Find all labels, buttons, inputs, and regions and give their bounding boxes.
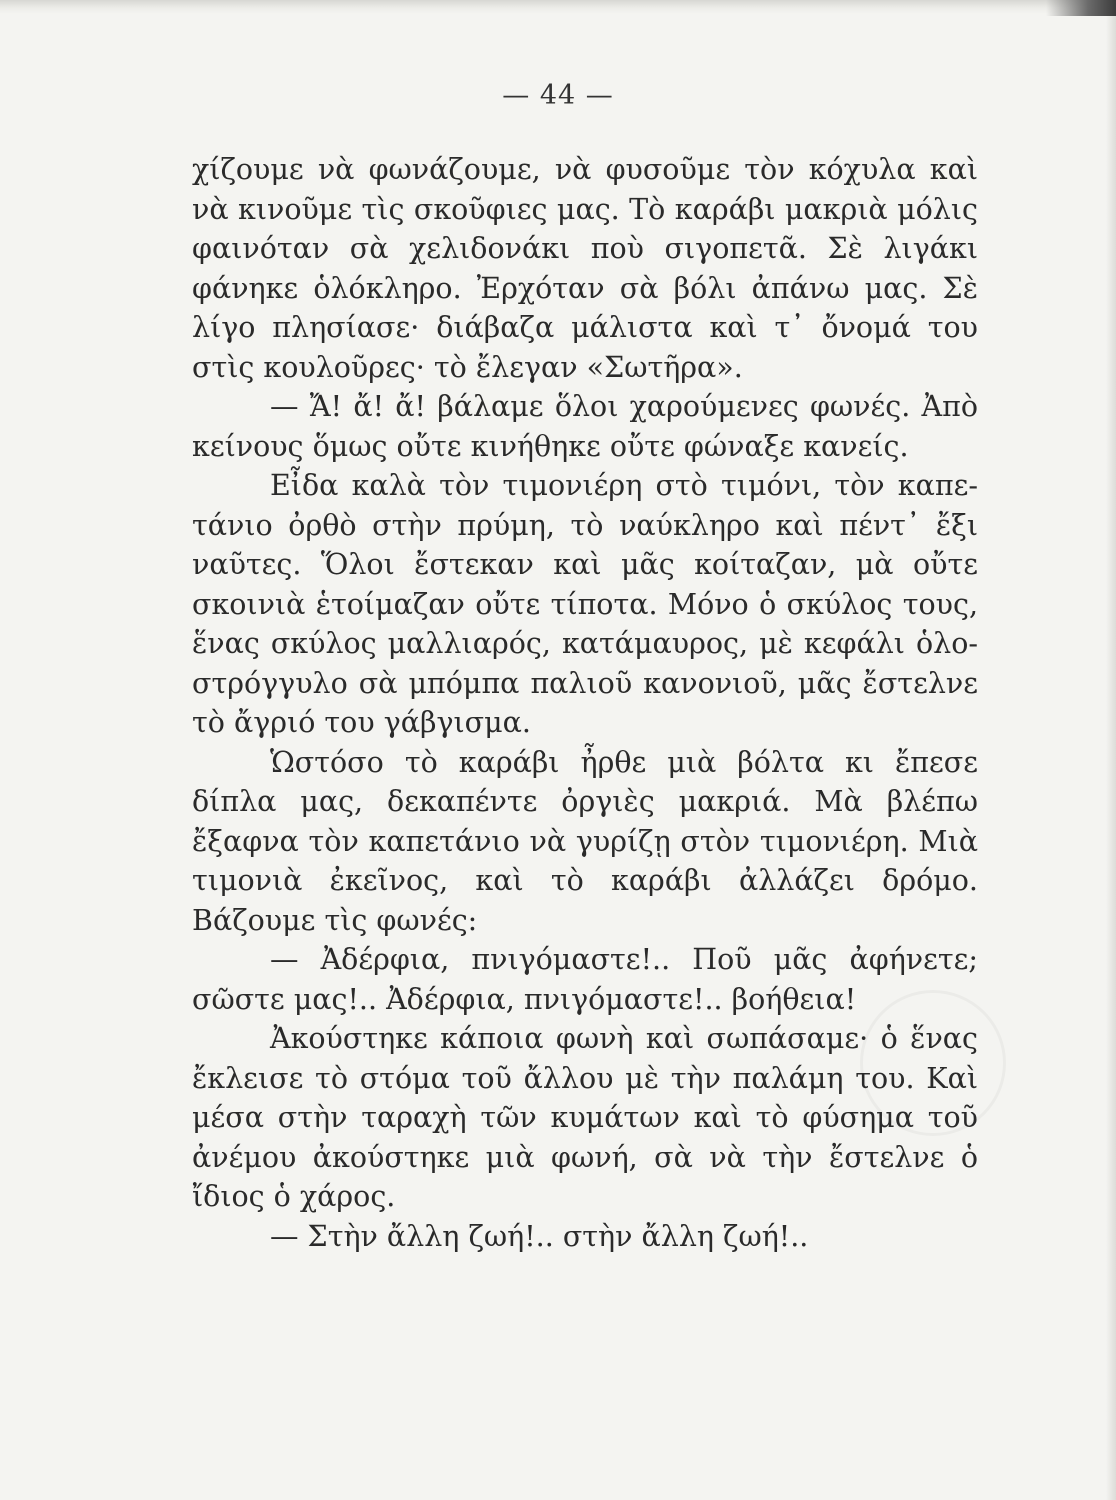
scan-corner-shadow [1046, 0, 1116, 16]
paragraph-7: — Στὴν ἄλλη ζωή!.. στὴν ἄλλη ζωή!.. [270, 1219, 809, 1253]
paragraph-1: χίζουμε νὰ φωνάζουμε, νὰ φυσοῦμε τὸν κόχυλα καὶ νὰ κινοῦμε τὶς σκοῦφιες μας. Τὸ καράβι μακριὰ μόλις φαινόταν σὰ χελιδονάκι ποὺ σιγοπετᾶ. Σὲ λιγάκι φάνηκε ὁλόκληρο. Ἐρχόταν σὰ βόλι ἀπάνω μας. Σὲ λίγο πλησίασε· διάβαζα μάλιστα καὶ τ᾽ ὄνομά του στὶς κουλοῦρες· τὸ ἔλεγαν «Σωτῆρα». [192, 153, 978, 384]
paragraph-2: — Ἄ! ἄ! ἄ! βάλαμε ὅλοι χαρούμενες φωνές. Ἀπὸ κείνους ὅμως οὔτε κινήθηκε οὔτε φώναξε κανείς. [192, 390, 978, 463]
page-number: — 44 — [502, 80, 614, 111]
paragraph-5: — Ἀδέρφια, πνιγόμαστε!.. Ποῦ μᾶς ἀφήνετε; σῶστε μας!.. Ἀδέρφια, πνιγόμαστε!.. βοήθεια! [192, 943, 978, 1016]
body-text [192, 150, 978, 1256]
paragraph-4: Ὡστόσο τὸ καράβι ἦρθε μιὰ βόλτα κι ἔπεσε δίπλα μας, δεκαπέντε ὀργιὲς μακριά. Μὰ βλέπω ἔξαφνα τὸν καπετάνιο νὰ γυρίζῃ στὸν τιμονιέρη. Μιὰ τιμονιὰ ἐκεῖνος, καὶ τὸ καράβι ἀλλάζει δρόμο. Βάζουμε τὶς φωνές: [192, 745, 978, 937]
paragraph-3: Εἶδα καλὰ τὸν τιμονιέρη στὸ τιμόνι, τὸν καπετάνιο ὀρθὸ στὴν πρύμη, τὸ ναύκληρο καὶ πέντ᾽ ἔξι ναῦτες. Ὅλοι ἔστεκαν καὶ μᾶς κοίταζαν, μὰ οὔτε σκοινιὰ ἑτοίμαζαν οὔτε τίποτα. Μόνο ὁ σκύλος τους, ἕνας σκύλος μαλλιαρός, κατάμαυρος, μὲ κεφάλι ὁλοστρόγγυλο σὰ μπόμπα παλιοῦ κανονιοῦ, μᾶς ἔστελνε τὸ ἄγριό του γάβγισμα. [192, 469, 978, 739]
scan-right-edge [1106, 0, 1116, 1500]
scan-top-edge [0, 0, 1116, 14]
paragraph-6: Ἀκούστηκε κάποια φωνὴ καὶ σωπάσαμε· ὁ ἕνας ἔκλεισε τὸ στόμα τοῦ ἄλλου μὲ τὴν παλάμη του. Καὶ μέσα στὴν ταραχὴ τῶν κυμάτων καὶ τὸ φύσημα τοῦ ἀνέμου ἀκούστηκε μιὰ φωνή, σὰ νὰ τὴν ἔστελνε ὁ ἴδιος ὁ χάρος. [192, 1022, 978, 1213]
